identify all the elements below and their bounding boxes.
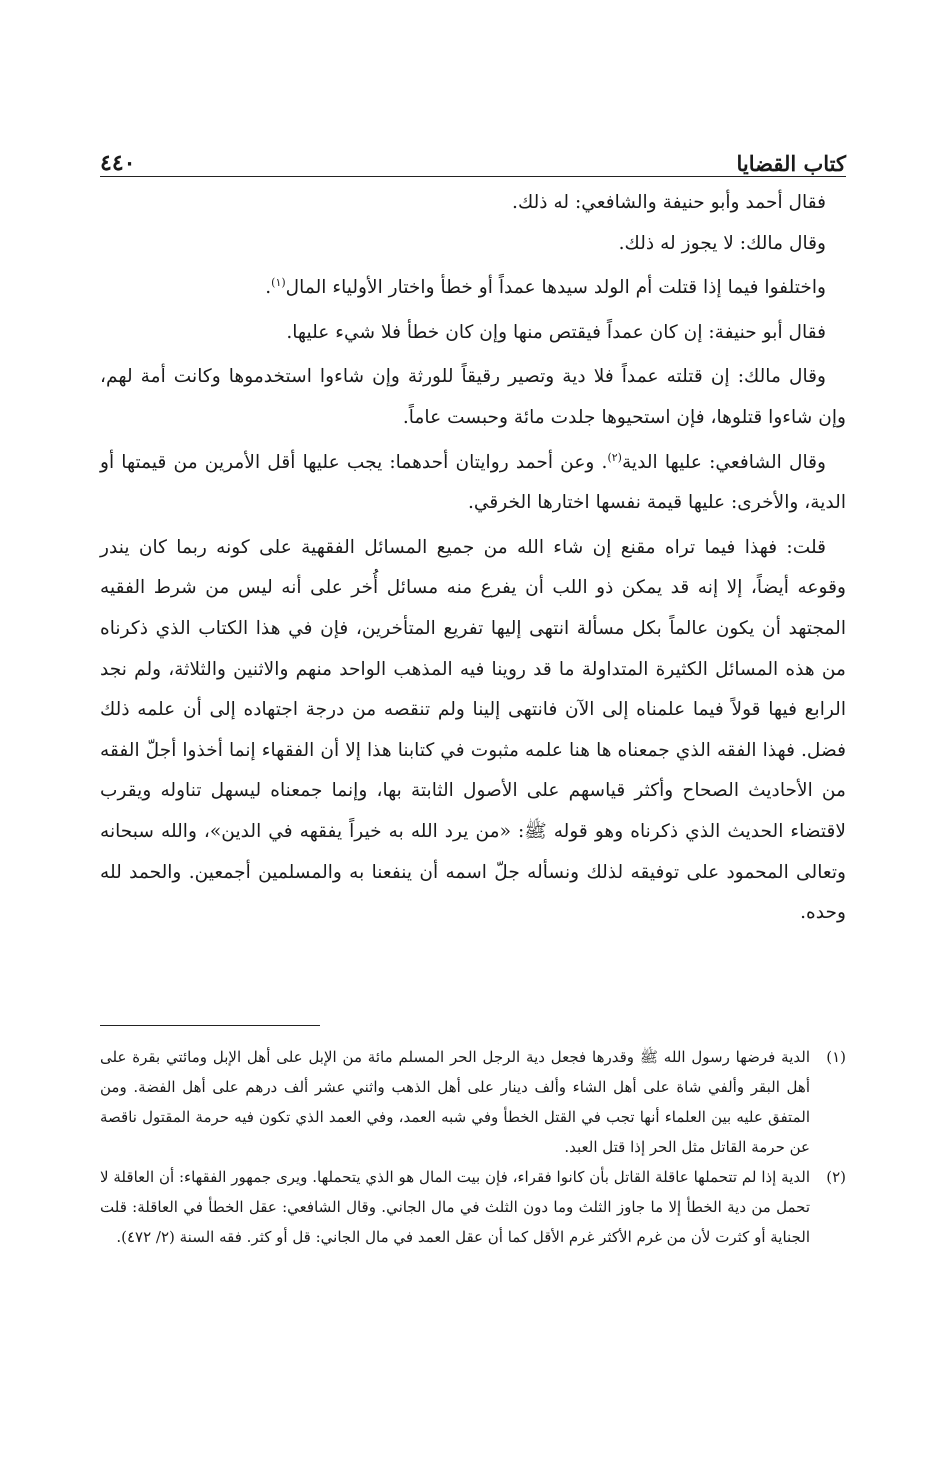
footnote-number: (٢) bbox=[826, 1167, 846, 1186]
footnote-ref[interactable]: (٢) bbox=[607, 450, 622, 464]
footnote-number: (١) bbox=[826, 1047, 846, 1066]
page bbox=[100, 138, 846, 1252]
paragraph bbox=[100, 443, 846, 524]
footnote-separator bbox=[100, 1025, 320, 1026]
paragraph-text: واختلفوا فيما إذا قتلت أم الولد سيدها عمداً أو خطأ واختار الأولياء المال bbox=[285, 277, 826, 299]
paragraph: قلت: فهذا فيما تراه مقنع إن شاء الله من جميع المسائل الفقهية على كونه ربما كان يندر وقوعه أيضاً، إلا إنه قد يمكن ذو اللب أن يفرع منه مسائل أُخر على أنه ليس من شرط الفقيه المجتهد أن يكون عالماً بكل مسألة انتهى إليها تفريع المتأخرين، فإن في هذا الكتاب الذي ذكرناه من هذه المسائل الكثيرة المتداولة ما قد روينا فيه المذهب الواحد منهم والاثنين والثلاثة، ولم نجد الرابع فيها قولاً فيما علمناه إلى الآن فانتهى إلينا ولم تنقصه من درجة اجتهاده إلى أن علمه ذلك فضل. فهذا الفقه الذي جمعناه ها هنا علمه مثبوت في كتابنا هذا إلا أن الفقهاء إنما أخذوا أجلّ الفقه من الأحاديث الصحاح وأكثر قياسهم على الأصول الثابتة بها، وإنما جمعناه ليسهل تناوله ويقرب لاقتضاء الحديث الذي ذكرناه وهو قوله ﷺ: «من يرد الله به خيراً يفقهه في الدين»، والله سبحانه وتعالى المحمود على توفيقه لذلك ونسأله جلّ اسمه أن ينفعنا به والمسلمين أجمعين. والحمد لله وحده. bbox=[100, 536, 846, 924]
footnote bbox=[100, 1042, 846, 1162]
paragraph: وقال مالك: لا يجوز له ذلك. bbox=[618, 232, 826, 254]
footnote-ref[interactable]: (١) bbox=[271, 276, 286, 289]
book-title: كتاب القضايا bbox=[736, 151, 846, 176]
footnote-text: الدية فرضها رسول الله ﷺ وقدرها فجعل دية الرجل الحر المسلم مائة من الإبل على أهل الإبل ومائتي بقرة على أهل البقر وألفي شاة على أهل الشاء وألف دينار على أهل الذهب واثني عشر ألف درهم على أهل الفضة. ومن المتفق عليه بين العلماء أنها تجب في القتل الخطأ وفي شبه العمد، وفي العمد الذي تكون فيه حرمة المقتول ناقصة عن حرمة القاتل مثل الحر إذا قتل العبد. bbox=[100, 1047, 810, 1156]
paragraph: وقال مالك: إن قتلته عمداً فلا دية وتصير رقيقاً للورثة وإن شاءوا استخدموها وكانت أمة لهم، وإن شاءوا قتلوها، فإن استحيوها جلدت مائة وحبست عاماً. bbox=[100, 366, 846, 428]
footnotes bbox=[100, 1042, 846, 1252]
footnote-text: الدية إذا لم تتحملها عاقلة القاتل بأن كانوا فقراء، فإن بيت المال هو الذي يتحملها. ويرى جمهور الفقهاء: أن العاقلة لا تحمل من دية الخطأ إلا ما جاوز الثلث وما دون الثلث في مال الجاني. وقال الشافعي: عقل الخطأ في العاقلة: قلت الجناية أو كثرت لأن من غرم الأكثر غرم الأقل كما أن عقل العمد في مال الجاني: قل أو كثر. فقه السنة (٢/ ٤٧٢). bbox=[100, 1167, 810, 1246]
header-rule bbox=[100, 176, 846, 177]
paragraph: فقال أحمد وأبو حنيفة والشافعي: له ذلك. bbox=[512, 192, 826, 213]
paragraph: فقال أبو حنيفة: إن كان عمداً فيقتص منها وإن كان خطأ فلا شيء عليها. bbox=[286, 321, 826, 343]
page-number: ٤٤٠ bbox=[100, 150, 136, 176]
paragraph-end: . bbox=[265, 277, 272, 299]
footnote bbox=[100, 1162, 846, 1252]
running-header bbox=[100, 138, 846, 176]
paragraph bbox=[100, 268, 846, 309]
paragraph-text: . وعن أحمد روايتان أحدهما: يجب عليها أقل الأمرين من قيمتها أو الدية، والأخرى: عليها قيمة نفسها اختارها الخرقي. bbox=[100, 451, 846, 514]
main-text bbox=[100, 183, 846, 934]
paragraph-text: وقال الشافعي: عليها الدية bbox=[621, 451, 827, 473]
